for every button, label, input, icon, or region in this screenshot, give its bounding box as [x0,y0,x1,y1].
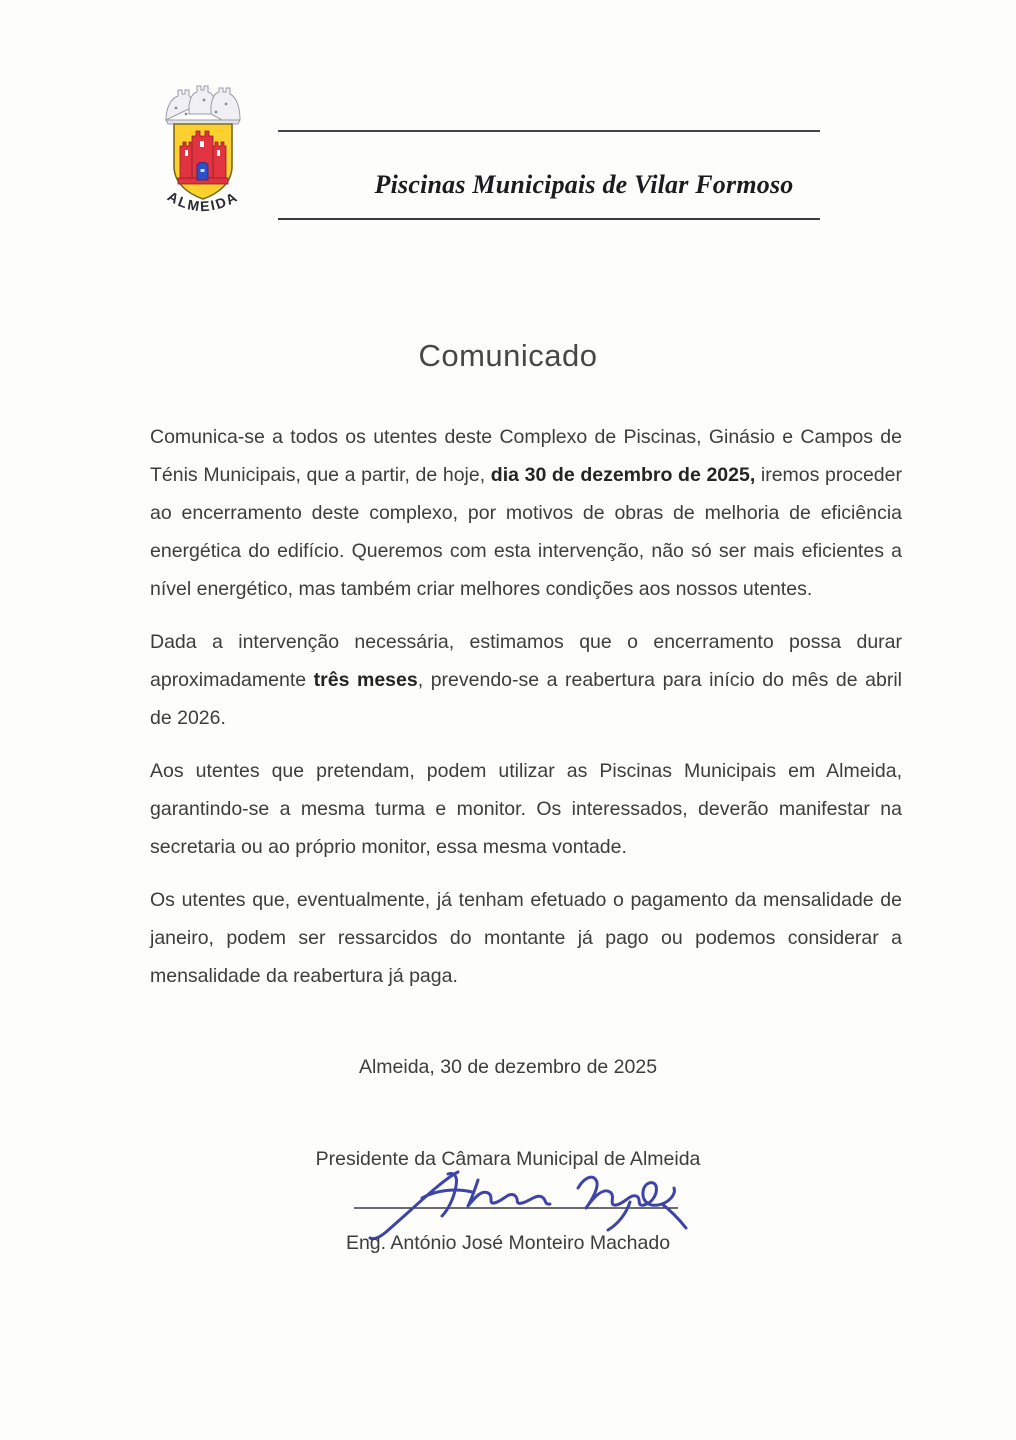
paragraph-2-bold-duration: três meses [313,669,418,691]
crest-door-window [201,169,205,172]
paragraph-4: Os utentes que, eventualmente, já tenham efetuado o pagamento da mensalidade de janeiro, podem ser ressarcidos do montante já pago ou podemos considerar a mensalidade da reabertura já paga. [150,889,902,987]
dateline: Almeida, 30 de dezembro de 2025 [358,1056,658,1078]
signature-ink [370,1172,686,1239]
crest-motto: ALMEIDA [164,187,242,215]
almeida-coat-of-arms [152,84,254,226]
document-body [150,418,902,1010]
paragraph-3: Aos utentes que pretendam, podem utilizar as Piscinas Municipais em Almeida, garantindo-se a mesma turma e monitor. Os interessados, deverão manifestar na secretaria ou ao próprio monitor, essa mesma vontade. [150,760,902,858]
paragraph-1-text-cont: iremos proceder ao encerramento deste complexo, por motivos de obras de melhoria de eficiência energética do edifício. Queremos com esta intervenção, não só ser mais eficientes a nível energético, mas também criar melhores condições aos nossos utentes. [150,464,902,600]
paragraph-1 [150,418,902,608]
paragraph-1-bold-date: dia 30 de dezembro de 2025, [490,464,756,486]
paragraph-2 [150,623,902,737]
coat-of-arms-icon [152,84,254,226]
paragraph-2-text: Dada a intervenção necessária, estimamos que o encerramento possa durar aproximadamente [150,631,902,691]
paragraph-1-text: Comunica-se a todos os utentes deste Complexo de Piscinas, Ginásio e Campos de Ténis Municipais, que a partir, de hoje, [150,426,902,486]
crest-crown [166,86,240,124]
paragraph-2-text-cont: , prevendo-se a reabertura para início do mês de abril de 2026. [150,669,902,729]
letterhead-title: Piscinas Municipais de Vilar Formoso [374,170,794,199]
signer-role: Presidente da Câmara Municipal de Almeida [315,1148,701,1170]
signer-name: Eng. António José Monteiro Machado [345,1232,671,1254]
document-title: Comunicado [418,338,598,373]
letterhead-title-block [278,130,820,220]
